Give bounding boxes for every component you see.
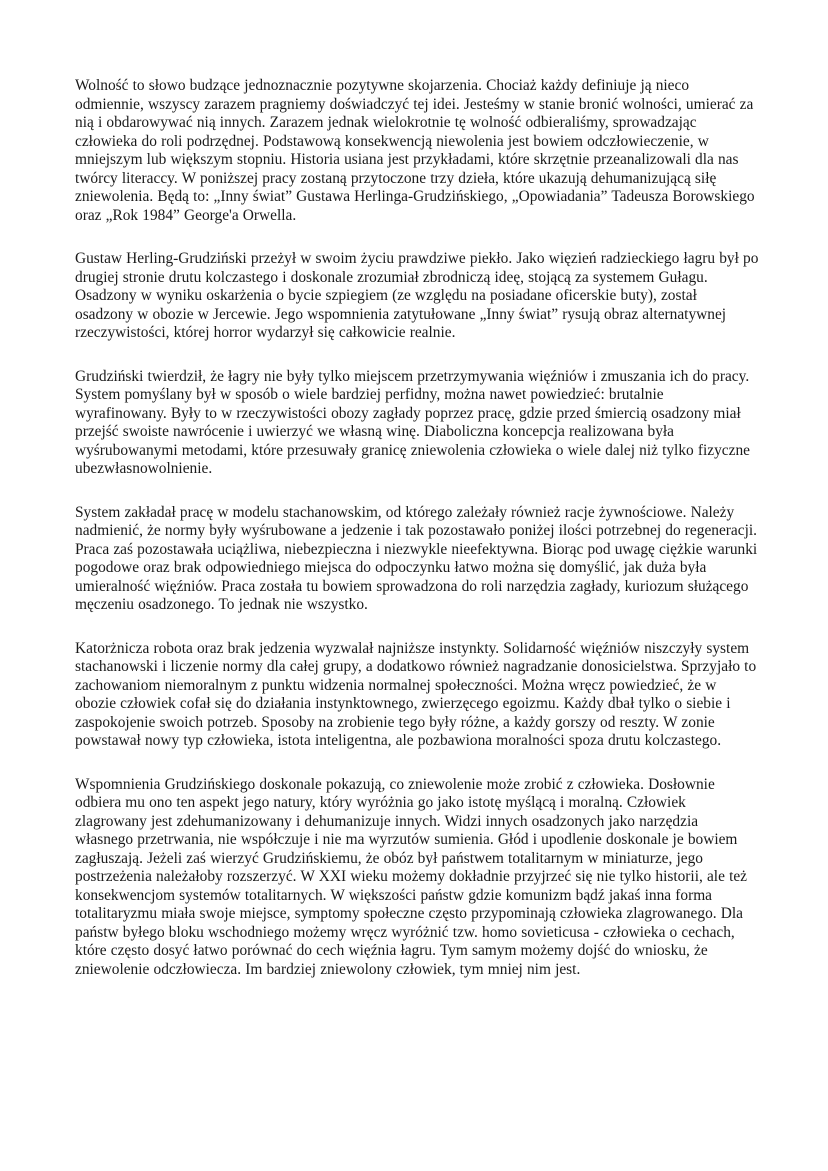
essay-paragraph-lagry-system: Grudziński twierdził, że łagry nie były tylko miejscem przetrzymywania więźniów i zmuszania ich do pracy. System pomyślany był w sposób o wiele bardziej perfidny, można nawet powiedzieć: brutalnie wyrafinowany. Były to w rzeczywistości obozy zagłady poprzez pracę, gdzie przed śmiercią osadzony miał przejść swoiste nawrócenie i uwierzyć we własną winę. Diaboliczna koncepcja realizowana była wyśrubowanymi metodami, które przesuwały granicę zniewolenia człowieka o wiele dalej niż tylko fizyczne ubezwłasnowolnienie.: [75, 367, 750, 477]
essay-paragraph-intro: Wolność to słowo budzące jednoznacznie pozytywne skojarzenia. Chociaż każdy definiuje ją nieco odmiennie, wszyscy zarazem pragniemy doświadczyć tej idei. Jesteśmy w stanie bronić wolności, umierać za nią i obdarowywać nią innych. Zarazem jednak wielokrotnie tę wolność odbieraliśmy, sprowadzając człowieka do roli podrzędnej. Podstawową konsekwencją niewolenia jest bowiem odczłowieczenie, w mniejszym lub większym stopniu. Historia usiana jest przykładami, które skrzętnie przeanalizowali dla nas twórcy literaccy. W poniższej pracy zostaną przytoczone trzy dzieła, które ukazują dehumanizującą siłę zniewolenia. Będą to: „Inny świat” Gustawa Herlinga-Grudzińskiego, „Opowiadania” Tadeusza Borowskiego oraz „Rok 1984” George'a Orwella.: [75, 77, 755, 224]
essay-paragraph-wnioski: Wspomnienia Grudzińskiego doskonale pokazują, co zniewolenie może zrobić z człowieka. Dosłownie odbiera mu ono ten aspekt jego natury, który wyróżnia go jako istotę myślącą i moralną. Człowiek zlagrowany jest zdehumanizowany i dehumanizuje innych. Widzi innych osadzonych jako narzędzia własnego przetrwania, nie współczuje i nie ma wyrzutów sumienia. Głód i upodlenie doskonale je bowiem zagłuszają. Jeżeli zaś wierzyć Grudzińskiemu, że obóz był państwem totalitarnym w miniaturze, jego postrzeżenia należałoby rozszerzyć. W XXI wieku możemy dokładnie przyjrzeć się nie tylko historii, ale też konsekwencjom systemów totalitarnych. W większości państw gdzie komunizm bądź jakaś inna forma totalitaryzmu miała swoje miejsce, symptomy społeczne często przypominają człowieka zlagrowanego. Dla państw byłego bloku wschodniego możemy wręcz wyróżnić tzw. homo sovieticusa - człowieka o cechach, które często dosyć łatwo porównać do cech więźnia łagru. Tym samym możemy dojść do wniosku, że zniewolenie odczłowiecza. Im bardziej zniewolony człowiek, tym mniej nim jest.: [75, 775, 748, 978]
essay-paragraph-stachanowski-model: System zakładał pracę w modelu stachanowskim, od którego zależały również racje żywnościowe. Należy nadmienić, że normy były wyśrubowane a jedzenie i tak pozostawało poniżej ilości potrzebnej do regeneracji. Praca zaś pozostawała uciążliwa, niebezpieczna i niezwykle nieefektywna. Biorąc pod uwagę ciężkie warunki pogodowe oraz brak odpowiedniego miejsca do odpoczynku łatwo można się domyślić, jak duża była umieralność więźniów. Praca została tu bowiem sprowadzona do roli narzędzia zagłady, kuriozum służącego męczeniu osadzonego. To jednak nie wszystko.: [75, 503, 758, 613]
essay-paragraph-instynkty: Katorżnicza robota oraz brak jedzenia wyzwalał najniższe instynkty. Solidarność więźniów niszczyły system stachanowski i liczenie normy dla całej grupy, a dodatkowo również nagradzanie donosicielstwa. Sprzyjało to zachowaniom niemoralnym z punktu widzenia normalnej społeczności. Można wręcz powiedzieć, że w obozie człowiek cofał się do działania instynktownego, zwierzęcego egoizmu. Każdy dbał tylko o siebie i zaspokojenie swoich potrzeb. Sposoby na zrobienie tego były różne, a każdy gorszy od reszty. W zonie powstawał nowy typ człowieka, istota inteligentna, ale pozbawiona moralności spoza drutu kolczastego.: [75, 639, 757, 749]
essay-text-block: [75, 77, 759, 1004]
essay-paragraph-grudzinski-bio: Gustaw Herling-Grudziński przeżył w swoim życiu prawdziwe piekło. Jako więzień radzieckiego łagru był po drugiej stronie drutu kolczastego i doskonale zrozumiał zbrodniczą ideę, stojącą za systemem Gułagu. Osadzony w wyniku oskarżenia o bycie szpiegiem (ze względu na posiadane oficerskie buty), został osadzony w obozie w Jercewie. Jego wspomnienia zatytułowane „Inny świat” rysują obraz alternatywnej rzeczywistości, której horror wydarzył się całkowicie realnie.: [75, 250, 759, 341]
